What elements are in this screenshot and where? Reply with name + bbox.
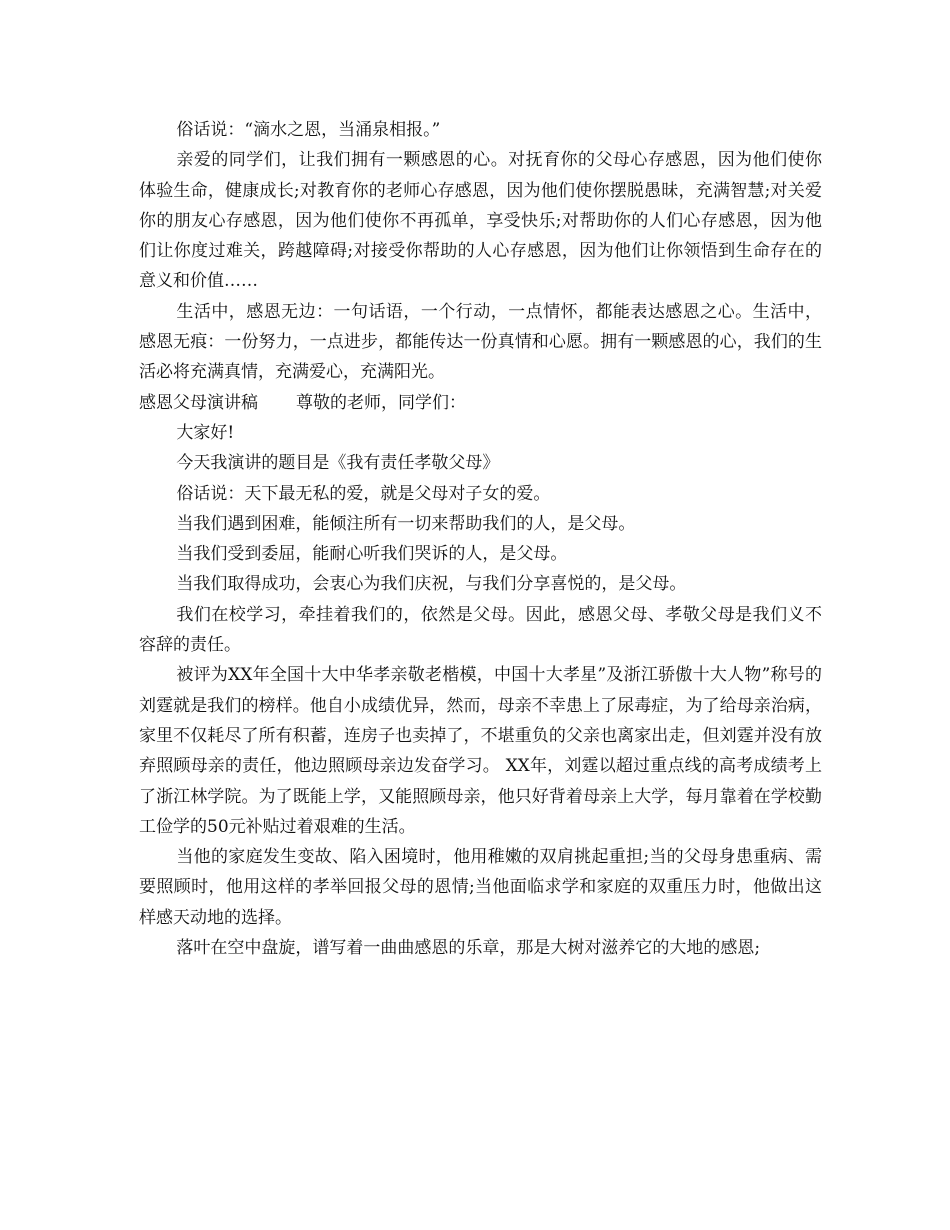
paragraph: 当我们取得成功，会衷心为我们庆祝，与我们分享喜悦的，是父母。 — [176, 574, 687, 595]
paragraph: 当我们受到委屈，能耐心听我们哭诉的人，是父母。 — [176, 544, 568, 565]
paragraph: 我们在校学习，牵挂着我们的，依然是父母。因此，感恩父母、孝敬父母是我们义不容辞的责任。 — [139, 604, 822, 656]
speech-heading-line — [139, 388, 822, 418]
paragraph: 亲爱的同学们，让我们拥有一颗感恩的心。对抚育你的父母心存感恩，因为他们使你体验生命，健康成长;对教育你的老师心存感恩，因为他们使你摆脱愚昧，充满智慧;对关爱你的朋友心存感恩，因为他们使你不再孤单，享受快乐;对帮助你的人们心存感恩，因为他们让你度过难关，跨越障碍;对接受你帮助的人心存感恩，因为他们让你领悟到生命存在的意义和价值…… — [139, 150, 822, 292]
paragraph: 落叶在空中盘旋，谱写着一曲曲感恩的乐章，那是大树对滋养它的大地的感恩; — [176, 938, 761, 959]
paragraph: 大家好! — [176, 422, 235, 443]
paragraph: 俗话说：“滴水之恩，当涌泉相报。” — [176, 120, 441, 140]
speech-salutation: 尊敬的老师，同学们： — [296, 392, 466, 413]
paragraph: 生活中，感恩无边：一句话语，一个行动，一点情怀，都能表达感恩之心。生活中，感恩无痕：一份努力，一点进步，都能传达一份真情和心愿。拥有一颗感恩的心，我们的生活必将充满真情，充满爱心，充满阳光。 — [139, 301, 822, 383]
paragraph: 当我们遇到困难，能倾注所有一切来帮助我们的人，是父母。 — [176, 513, 636, 534]
document-body — [139, 115, 822, 963]
speech-title: 感恩父母演讲稿 — [139, 392, 258, 413]
paragraph: 被评为XX年全国十大中华孝亲敬老楷模，中国十大孝星”及浙江骄傲十大人物”称号的刘霆就是我们的榜样。他自小成绩优异，然而，母亲不幸患上了尿毒症，为了给母亲治病，家里不仅耗尽了所有积蓄，连房子也卖掉了，不堪重负的父亲也离家出走，但刘霆并没有放弃照顾母亲的责任，他边照顾母亲边发奋学习。 XX年，刘霆以超过重点线的高考成绩考上了浙江林学院。为了既能上学，又能照顾母亲，他只好背着母亲上大学，每月靠着在学校勤工俭学的50元补贴过着艰难的生活。 — [139, 665, 822, 837]
paragraph: 俗话说：天下最无私的爱，就是父母对子女的爱。 — [176, 483, 551, 504]
paragraph: 当他的家庭发生变故、陷入困境时，他用稚嫩的双肩挑起重担;当的父母身患重病、需要照顾时，他用这样的孝举回报父母的恩情;当他面临求学和家庭的双重压力时，他做出这样感天动地的选择。 — [139, 847, 822, 928]
paragraph: 今天我演讲的题目是《我有责任孝敬父母》 — [176, 453, 500, 474]
